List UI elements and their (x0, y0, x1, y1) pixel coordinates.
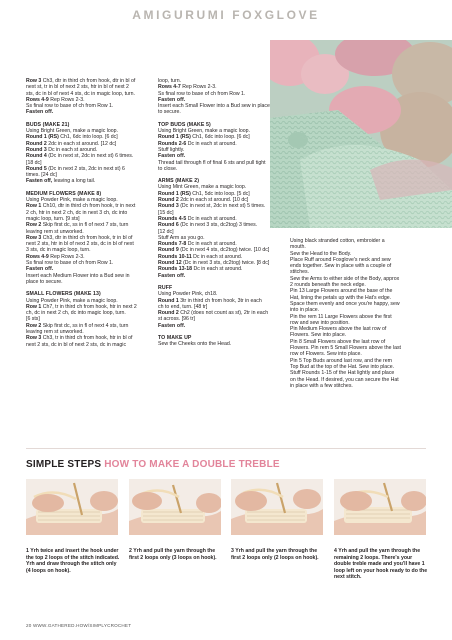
row-label: Round 12 (158, 260, 182, 267)
section-heading: RUFF (158, 284, 173, 291)
section-heading: Fasten off. (158, 322, 186, 329)
pattern-line: Thread tail through fl of final 6 sts and pull tight (158, 159, 266, 166)
pattern-column-2 (158, 78, 274, 348)
section-heading: TO MAKE UP (158, 334, 192, 341)
row-label: Rounds 4-5 (158, 215, 187, 222)
row-instruction: Skip first dc, ss in fl of next 4 sts, turn (41, 322, 129, 329)
pattern-line: stitches. (290, 269, 310, 276)
row-label: Rows 4-7 (158, 84, 181, 91)
pattern-line (158, 203, 274, 209)
row-label: Round 1 (RS) (26, 134, 59, 141)
pattern-line: row and sew into position. (290, 319, 350, 326)
step-caption-4: 4 Yrh and pull the yarn through the remaining 2 loops. There's your double treble made and you'll have 1 loop left on your hook ready to do the next stitch. (334, 548, 428, 581)
row-label: Row 2 (26, 222, 42, 229)
row-instruction: (Dc in next st, 2dc in next st) 6 times. (46, 153, 134, 160)
pattern-line: leaving rem st unworked. (26, 328, 84, 335)
pattern-line: Sew the Head to the Body. (290, 250, 352, 257)
steps-title-sub: HOW TO MAKE A DOUBLE TREBLE (104, 459, 280, 470)
row-instruction: Dc in each st around. (192, 266, 243, 273)
pattern-line: loop, turn. (158, 78, 182, 84)
section-heading: Fasten off. (158, 272, 186, 279)
pattern-column-1 (26, 78, 148, 348)
row-instruction: (Dc in next 2 sts, 2dc in next st) 6 (46, 165, 125, 172)
row-label: Rounds 10-11 (158, 253, 192, 260)
pattern-line: Using black stranded cotton, embroider a (290, 238, 385, 244)
pattern-line: Pin 5 Top Buds around last row, and the rem (290, 357, 392, 364)
pattern-line: 2 ch, htr in next 2 ch, dc in next 3 ch, dc into (26, 209, 128, 216)
pattern-line: Ss final row to base of ch from Row 1. (26, 260, 114, 267)
pattern-line: Stuff lightly. (158, 146, 185, 153)
row-label: Rounds 7-8 (158, 241, 187, 248)
row-label: Round 1 (158, 297, 179, 304)
foxglove-photo (270, 40, 452, 228)
pattern-line: Using Mint Green, make a magic loop. (158, 184, 247, 191)
pattern-line: Stuff Rounds 1-15 of the Hat lightly and place (290, 370, 395, 377)
section-divider (26, 448, 426, 449)
row-label: Row 1 (26, 303, 42, 310)
pattern-line: Sew the Arms to either side of the Body, approx (290, 275, 400, 282)
pattern-line: [6 sts] (26, 316, 40, 323)
pattern-line: 3 sts, dc in magic loop, turn. (26, 247, 91, 254)
section-heading: Fasten off. (26, 266, 54, 273)
pattern-line: next 2 sts, dc in bl of next 2 sts, dc in magic (26, 341, 127, 348)
section-heading: MEDIUM FLOWERS (MAKE 8) (26, 190, 102, 197)
pattern-line: in place with a few stitches. (290, 382, 353, 389)
pattern-line: leaving rem st unworked. (26, 228, 84, 235)
row-instruction: Ch1, 6dc into loop. [6 dc] (190, 134, 250, 141)
pattern-line: sts, dc in bl of next 4 sts, dc in magic loop, turn. (26, 90, 135, 97)
pattern-line: on the Head. If desired, you can secure the Hat (290, 376, 399, 383)
row-instruction: Skip first dc, ss in fl of next 7 sts, turn (41, 222, 129, 229)
pattern-line: Space them evenly and once you're happy, sew (290, 300, 400, 307)
pattern-line: 2 rounds beneath the neck edge. (290, 282, 366, 289)
step-caption-2: 2 Yrh and pull the yarn through the first 2 loops only (3 loops on hook). (129, 548, 217, 561)
pattern-line: into in place. (290, 307, 320, 314)
row-label: Row 3 (26, 78, 42, 84)
section-heading: SMALL FLOWERS (MAKE 13) (26, 291, 101, 298)
page-header (0, 0, 452, 44)
row-instruction: Ch7, tr in third ch from hook, htr in next 2 (41, 303, 137, 310)
row-label: Round 1 (RS) (158, 134, 191, 141)
step-photo-3 (231, 479, 323, 535)
row-label: Round 2 (158, 310, 179, 317)
section-heading: Fasten off. (158, 153, 186, 160)
pattern-line (158, 222, 274, 228)
row-label: Round 3 (158, 203, 179, 210)
pattern-line: magic loop, turn. [9 sts] (26, 215, 80, 222)
step-caption-3: 3 Yrh and pull the yarn through the first 2 loops only (2 loops on hook). (231, 548, 319, 561)
steps-title-lead: SIMPLE STEPS (26, 459, 102, 470)
pattern-line: Insert each Medium Flower into a Bud sew in (26, 272, 130, 279)
row-label: Row 3 (26, 234, 42, 241)
pattern-line: Hat, lining the petals up with the Hat's edge. (290, 294, 392, 301)
page-footer: 20 WWW.GATHERED.HOW/SIMPLYCROCHET (26, 623, 132, 628)
pattern-line: to close. (158, 165, 178, 172)
row-label: Round 2 (26, 140, 47, 147)
row-label: Rounds 13-18 (158, 266, 193, 273)
row-instruction: (Dc in next 4 sts, dc2tog) twice. [10 dc] (178, 247, 270, 254)
pattern-line: st across. [96 tr] (158, 316, 195, 323)
row-instruction: (Dc in next 3 sts, dc2tog) 3 times. (178, 222, 258, 229)
pattern-line: Using Powder Pink, make a magic loop. (26, 297, 118, 304)
row-label: Round 1 (RS) (158, 190, 191, 197)
pattern-line: Stuff Arm as you go. (158, 234, 205, 241)
pattern-line: [12 dc] (158, 228, 174, 235)
pattern-column-3 (290, 238, 430, 389)
pattern-line: place to secure. (26, 278, 63, 285)
row-label: Round 3 (26, 146, 47, 153)
row-instruction: leaving a long tail. (52, 178, 96, 185)
pattern-line: Using Powder Pink, ch18. (158, 291, 218, 298)
step-caption-1: 1 Yrh twice and insert the hook under the top 2 loops of the stitch indicated. Yrh and draw through the stitch only (4 loops on hook). (26, 548, 120, 574)
row-instruction: Dc in each st around. (186, 140, 237, 147)
row-instruction: Ch2 (does not count as st), 2tr in each (178, 310, 269, 317)
pattern-line: Using Powder Pink, make a magic loop. (26, 197, 118, 204)
row-instruction: Ch10, dtr in third ch from hook, tr in next (41, 203, 136, 210)
pattern-line: times. [24 dc] (26, 172, 57, 179)
pattern-line: Flowers. Sew into place. (290, 332, 347, 339)
pattern-line: Pin the rem 11 Large Flowers above the first (290, 313, 392, 320)
pattern-line: Ss final row to base of ch from Row 1. (158, 90, 246, 97)
row-label: Row 1 (26, 203, 42, 210)
section-heading: Fasten off. (26, 109, 54, 116)
row-instruction: (Dc in next st, 2dc in next st) 5 times. (178, 203, 266, 210)
row-label: Fasten off, (26, 178, 53, 185)
pattern-line: Flowers. Pin rem 5 Small Flowers above the last (290, 345, 401, 352)
pattern-line: next st, tr in bl of next 2 sts, htr in bl of next 2 (26, 84, 129, 91)
pattern-line (26, 335, 148, 341)
section-heading: Fasten off. (158, 96, 186, 103)
section-heading: TOP BUDS (MAKE 5) (158, 121, 211, 128)
row-instruction: Ch3, tr in third ch from hook, htr in bl of (41, 335, 133, 342)
pattern-line: Using Bright Green, make a magic loop. (26, 128, 118, 135)
pattern-line: Pin Medium Flowers above the last row of (290, 326, 387, 333)
pattern-line: row of Flowers. Sew into place. (290, 351, 362, 358)
pattern-line: Sew the Cheeks onto the Head. (158, 341, 232, 348)
step-photo-1 (26, 479, 118, 535)
row-label: Round 4 (26, 153, 47, 160)
pattern-line (158, 298, 274, 304)
row-instruction: Ch3, dtr in third ch from hook, tr in bl of (41, 234, 133, 241)
pattern-line: Pin 8 Small Flowers above the last row of (290, 338, 386, 345)
row-instruction: Ch3, dtr in third ch from hook, dtr in bl of (41, 78, 136, 84)
row-label: Row 2 (26, 322, 42, 329)
pattern-line: Pin 13 Large Flowers around the base of the (290, 288, 393, 295)
steps-title (26, 459, 280, 470)
pattern-line: ch to end, turn. [48 tr] (158, 303, 208, 310)
section-heading: BUDS (MAKE 21) (26, 121, 70, 128)
row-instruction: (Dc in next 3 sts, dc2tog) twice. [8 dc] (181, 260, 270, 267)
pattern-line: ends together. Sew in place with a couple of (290, 263, 392, 270)
row-label: Round 2 (158, 197, 179, 204)
pattern-line: Place Ruff around Foxglove's neck and sew (290, 256, 391, 263)
pattern-line: to secure. (158, 109, 181, 116)
row-instruction: 3tr in third ch from hook, 3tr in each (178, 297, 262, 304)
step-photo-2 (129, 479, 221, 535)
row-instruction: Dc in each st around. (191, 253, 243, 260)
pattern-line (26, 203, 148, 209)
pattern-line (26, 153, 148, 159)
pattern-line: [15 dc] (158, 209, 174, 216)
row-label: Rows 4-9 (26, 96, 49, 103)
row-instruction: Ch1, 6dc into loop. [6 dc] (58, 134, 118, 141)
row-label: Round 5 (26, 165, 47, 172)
row-label: Rounds 2-6 (158, 140, 187, 147)
row-instruction: Rep Rows 2-3. (48, 96, 85, 103)
step-photo-4 (334, 479, 426, 535)
row-label: Round 6 (158, 222, 179, 229)
row-instruction: Rep Rows 2-3. (180, 84, 217, 91)
pattern-line: Ss final row to base of ch from Row 1. (26, 103, 114, 110)
pattern-line: Top Bud at the top of the Hat. Sew into place. (290, 363, 395, 370)
row-label: Rows 4-9 (26, 253, 49, 260)
row-instruction: Dc in each st around. (46, 146, 98, 153)
row-instruction: Rep Rows 2-3. (48, 253, 85, 260)
row-instruction: Dc in each st around. (186, 241, 237, 248)
pattern-line: Using Bright Green, make a magic loop. (158, 128, 250, 135)
row-instruction: Dc in each st around. (186, 215, 237, 222)
row-instruction: 2dc in each st around. [12 dc] (46, 140, 117, 147)
header-title: AMIGURUMI FOXGLOVE (132, 8, 320, 22)
pattern-line: Insert each Small Flower into a Bud sew in place (158, 103, 270, 110)
pattern-line: ch, dc in next 2 ch, dc into magic loop, turn. (26, 310, 126, 317)
section-heading: ARMS (MAKE 2) (158, 178, 200, 185)
pattern-line: mouth. (290, 244, 306, 251)
row-instruction: 2dc in each st around. [10 dc] (178, 197, 249, 204)
row-instruction: Ch1, 5dc into loop. [5 dc] (190, 190, 250, 197)
row-label: Round 9 (158, 247, 179, 254)
pattern-line: next 2 sts, htr in bl of next 2 sts, dc in bl of next (26, 241, 134, 248)
row-label: Row 3 (26, 335, 42, 342)
pattern-line: [18 dc] (26, 159, 42, 166)
